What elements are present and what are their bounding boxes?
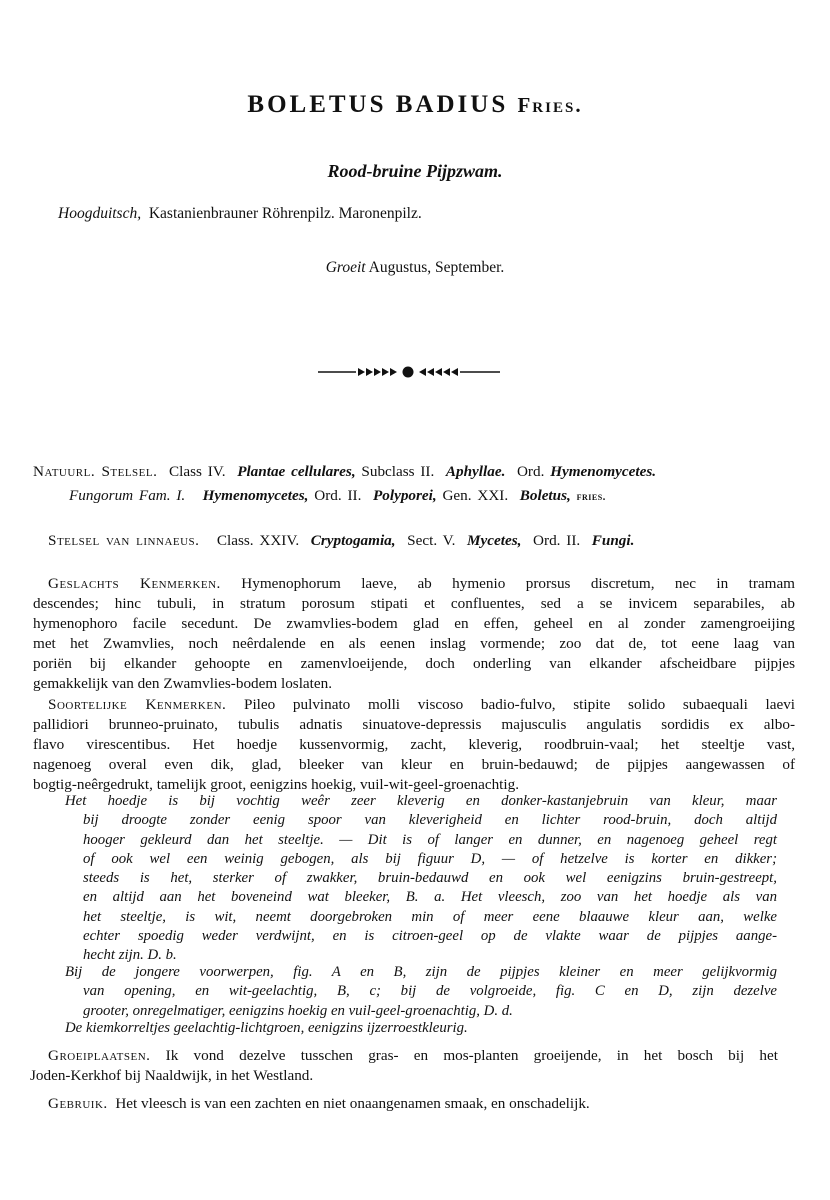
- fungorum-label: Fungorum Fam. I.: [69, 487, 186, 504]
- species-characters-paragraph: [33, 695, 795, 795]
- german-label: Hoogduitsch,: [58, 205, 142, 222]
- genus-characters-label: Geslachts Kenmerken.: [48, 575, 221, 592]
- genus-author: fries.: [576, 491, 606, 503]
- german-names: Kastanienbrauner Röhrenpilz. Maronenpilz.: [148, 205, 422, 222]
- classification-order-name: Hymenomycetes.: [550, 463, 657, 480]
- ornament-divider: [318, 362, 508, 386]
- desc1-line: en altijd aan het boveneind wat bleeker, B. a. Het vleesch, zoo van het hoedje als van: [83, 889, 777, 906]
- linnaeus-order: Ord. II.: [533, 532, 581, 549]
- use-label: Gebruik.: [48, 1095, 108, 1112]
- natural-system-block: [33, 462, 795, 507]
- classification-subclass-name: Aphyllae.: [445, 463, 506, 480]
- genus-text: Hymenophorum laeve, ab hymenio prorsus discretum, nec in tramam: [241, 575, 795, 592]
- linnaeus-order-name: Fungi.: [591, 532, 635, 549]
- use-line: [48, 1094, 778, 1114]
- desc1-line: hecht zijn. D. b.: [83, 947, 177, 964]
- desc1-line: bij droogte zonder eenig spoor van kleverigheid en lichter rood-bruin, doch altijd: [83, 812, 777, 829]
- classification-class-name: Plantae cellulares,: [237, 463, 356, 480]
- desc2-line: van opening, en wit-geelachtig, B, c; bij de volgroeide, fig. C en D, zijn dezelve: [83, 983, 777, 1000]
- family-name: Hymenomycetes,: [202, 487, 309, 504]
- desc1-line: hooger gekleurd dan het steeltje. — Dit is of langer en dunner, en nagenoeg geheel regt: [83, 831, 777, 848]
- natural-system-label: Natuurl. Stelsel.: [33, 463, 158, 480]
- description-paragraph-2: [65, 963, 777, 1021]
- habitat-paragraph: [30, 1046, 778, 1086]
- genus-line-2: descendes; hinc tubuli, in stratum porosum stipati et confluentes, sed a se invicem separabiles, ab: [33, 595, 795, 612]
- title-genus-species: BOLETUS BADIUS: [247, 91, 509, 118]
- use-text: Het vleesch is van een zachten en niet onaangenamen smaak, en onschadelijk.: [115, 1095, 590, 1112]
- linnaeus-label: Stelsel van linnaeus.: [48, 532, 200, 549]
- dutch-name: Rood-bruine Pijpzwam.: [327, 161, 503, 181]
- desc1-line: Het hoedje is bij vochtig weêr zeer kleverig en donker-kastanjebruin van kleur, maar: [65, 793, 777, 809]
- grows-label: Groeit: [325, 259, 366, 276]
- order-number: Ord. II.: [314, 487, 362, 504]
- fungorum-fam: [69, 487, 191, 504]
- species-line-1: [33, 695, 795, 715]
- ornament-icon: [318, 362, 508, 380]
- linnaeus-system-line: [48, 531, 810, 551]
- natural-system-line-2: [33, 486, 795, 507]
- genus-line-1: [33, 574, 795, 594]
- habitat-line-2: Joden-Kerkhof bij Naaldwijk, in het Westland.: [30, 1067, 314, 1084]
- species-text: Pileo pulvinato molli viscoso badio-fulvo, stipite solido subaequali laevi: [244, 696, 796, 713]
- linnaeus-class: Class. XXIV.: [216, 532, 300, 549]
- species-characters-label: Soortelijke Kenmerken.: [48, 696, 227, 713]
- linnaeus-section-name: Mycetes,: [467, 532, 522, 549]
- genus-characters-paragraph: [33, 574, 795, 694]
- species-line-2: pallidiori brunneo-pruinato, tubulis adnatis sinuatove-depressis majusculis angulatis sordidis ex albo-: [33, 716, 795, 733]
- genus-line-5: poriën bij elkander gehoopte en zamenvloeijende, doch onderling van elkander afscheidbare pijpjes: [33, 655, 795, 672]
- desc1-line: het steeltje, is wit, neemt doorgebroken min of meer eene blaauwe kleur aan, welke: [83, 908, 777, 925]
- genus-name: Boletus,: [519, 487, 571, 504]
- page-title: [0, 91, 830, 118]
- genus-number: Gen. XXI.: [442, 487, 509, 504]
- natural-system-line-1: [33, 462, 795, 482]
- classification-order: Ord.: [516, 463, 545, 480]
- species-line-5: bogtig-neêrgedrukt, tamelijk groot, eenigzins hoekig, vuil-wit-geel-groenachtig.: [33, 776, 519, 793]
- linnaeus-class-name: Cryptogamia,: [310, 532, 396, 549]
- use-paragraph: [48, 1094, 778, 1114]
- desc2-line: grooter, onregelmatiger, eenigzins hoekig en vuil-geel-groenachtig, D. d.: [83, 1002, 513, 1019]
- species-line-4: nagenoeg overal even dik, glad, bleeker van kleur en bruin-bedauwd; de pijpjes aangewassen of: [33, 756, 795, 773]
- species-line-3: flavo virescentibus. Het hoedje kussenvormig, zacht, kleverig, roodbruin-vaal; het steeltje vast,: [33, 736, 795, 753]
- order-name: Polyporei,: [372, 487, 437, 504]
- desc2-line: Bij de jongere voorwerpen, fig. A en B, zijn de pijpjes kleiner en meer gelijkvormig: [65, 964, 777, 980]
- grows-months: Augustus, September.: [368, 259, 505, 276]
- desc1-line: steeds is het, sterker of zwakker, bruin-bedauwd en ook wel eenigzins bruin-gestreept,: [83, 870, 777, 887]
- title-author: Fries.: [517, 93, 583, 117]
- spores-line: De kiemkorreltjes geelachtig-lichtgroen, eenigzins ijzerroestkleurig.: [65, 1020, 468, 1036]
- classification-subclass: Subclass II.: [361, 463, 435, 480]
- linnaeus-section: Sect. V.: [407, 532, 456, 549]
- genus-line-6: gemakkelijk van den Zwamvlies-bodem loslaten.: [33, 675, 333, 692]
- habitat-label: Groeiplaatsen.: [48, 1047, 151, 1064]
- desc1-line: echter spoedig weder verdwijnt, en is citroen-geel op de vlakte waar de pijpjes aange-: [83, 928, 777, 945]
- linnaeus-line: [48, 531, 810, 551]
- description-paragraph-1: [65, 792, 777, 966]
- classification-class: Class IV.: [169, 463, 226, 480]
- description-paragraph-3: [65, 1018, 777, 1038]
- habitat-text: Ik vond dezelve tusschen gras- en mos-planten groeijende, in het bosch bij het: [165, 1047, 778, 1064]
- desc1-line: of ook wel een weinig gebogen, als bij figuur D, — of hetzelve is korter en dikker;: [83, 850, 777, 867]
- growth-season-line: [0, 258, 830, 278]
- genus-line-3: hymenophoro facile secedunt. De zwamvlies-bodem glad en effen, geheel en al zonder zamengroeijing: [33, 615, 795, 632]
- german-names-line: [58, 204, 422, 224]
- habitat-line-1: [48, 1046, 778, 1066]
- genus-line-4: met het Zwamvlies, noch neêrdalende en als eenen inslag vormende; zoo dat de, tot eene laag van: [33, 635, 795, 652]
